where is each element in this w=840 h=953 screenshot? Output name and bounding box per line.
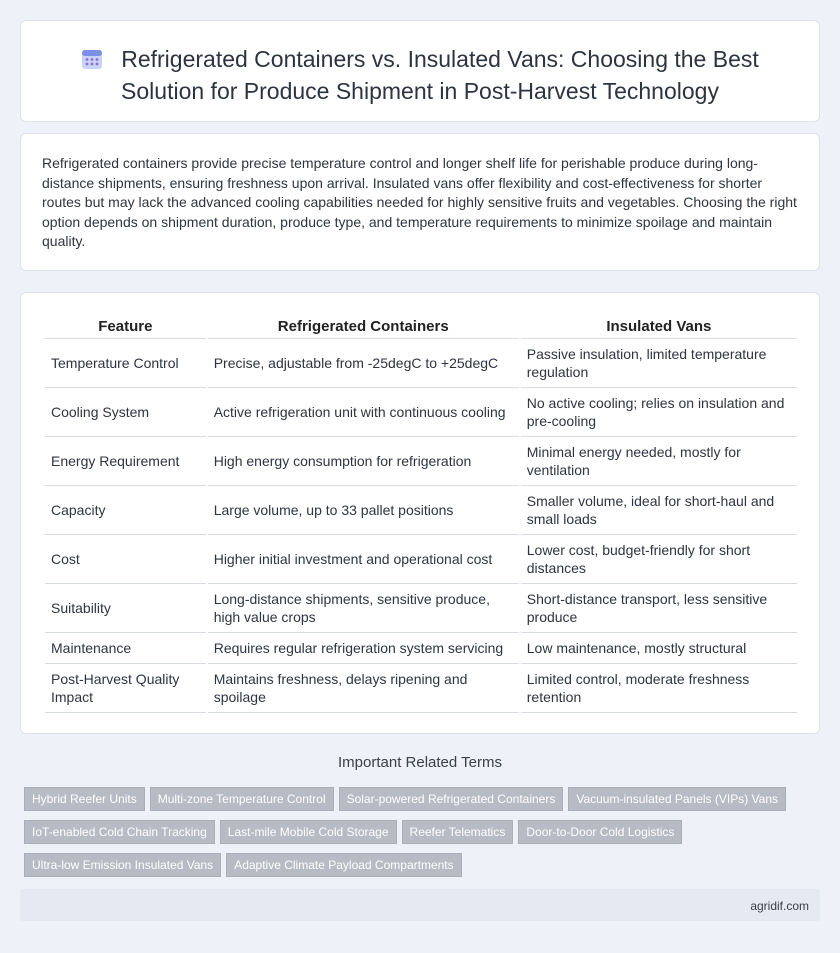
related-tag[interactable]: Hybrid Reefer Units [24,787,145,811]
calendar-grid-icon [81,48,103,77]
table-row [45,633,797,664]
header-refrigerated: Refrigerated Containers [208,313,519,339]
header-feature: Feature [45,313,206,339]
row-feature: Cost [45,535,206,584]
related-tag[interactable]: Reefer Telematics [402,820,514,844]
row-feature: Energy Requirement [45,437,206,486]
footer-site-link[interactable]: agridif.com [750,899,809,913]
header-insulated: Insulated Vans [521,313,797,339]
row-insulated: Limited control, moderate freshness retention [521,664,797,713]
row-feature: Capacity [45,486,206,535]
summary-card [20,133,820,271]
related-tag[interactable]: Vacuum-insulated Panels (VIPs) Vans [568,787,786,811]
row-feature: Post-Harvest Quality Impact [45,664,206,713]
row-refrigerated: High energy consumption for refrigeration [208,437,519,486]
page-title [21,45,819,106]
related-tag[interactable]: Adaptive Climate Payload Compartments [226,853,461,877]
table-row [45,535,797,584]
title-card [20,20,820,122]
row-feature: Maintenance [45,633,206,664]
related-tag[interactable]: Last-mile Mobile Cold Storage [220,820,397,844]
related-terms-list [24,787,814,886]
row-feature: Suitability [45,584,206,633]
row-insulated: Lower cost, budget-friendly for short distances [521,535,797,584]
row-refrigerated: Large volume, up to 33 pallet positions [208,486,519,535]
row-refrigerated: Precise, adjustable from -25degC to +25degC [208,339,519,388]
row-insulated: Passive insulation, limited temperature regulation [521,339,797,388]
table-header-row [45,313,797,339]
row-insulated: Low maintenance, mostly structural [521,633,797,664]
row-refrigerated: Requires regular refrigeration system servicing [208,633,519,664]
row-refrigerated: Higher initial investment and operational cost [208,535,519,584]
row-refrigerated: Maintains freshness, delays ripening and spoilage [208,664,519,713]
row-feature: Cooling System [45,388,206,437]
page-title-text: Refrigerated Containers vs. Insulated Vans: Choosing the Best Solution for Produce Shipment in Post-Harvest Technology [121,46,759,104]
table-row [45,388,797,437]
comparison-table-card [20,292,820,734]
row-insulated: Smaller volume, ideal for short-haul and small loads [521,486,797,535]
comparison-table [43,313,799,713]
row-insulated: No active cooling; relies on insulation and pre-cooling [521,388,797,437]
table-row [45,584,797,633]
footer [20,889,820,921]
related-tag[interactable]: Solar-powered Refrigerated Containers [339,787,564,811]
row-feature: Temperature Control [45,339,206,388]
related-tag[interactable]: Door-to-Door Cold Logistics [518,820,682,844]
summary-text: Refrigerated containers provide precise temperature control and longer shelf life for perishable produce during long-distance shipments, ensuring freshness upon arrival. Insulated vans offer flexibility and cost-effectiveness for shorter routes but may lack the advanced cooling capabilities needed for highly sensitive fruits and vegetables. Choosing the right option depends on shipment duration, produce type, and temperature requirements to minimize spoilage and maintain quality. [42,155,797,250]
row-insulated: Minimal energy needed, mostly for ventilation [521,437,797,486]
table-row [45,437,797,486]
row-refrigerated: Active refrigeration unit with continuous cooling [208,388,519,437]
related-tag[interactable]: Ultra-low Emission Insulated Vans [24,853,221,877]
table-row [45,339,797,388]
row-refrigerated: Long-distance shipments, sensitive produce, high value crops [208,584,519,633]
related-tag[interactable]: Multi-zone Temperature Control [150,787,334,811]
related-tag[interactable]: IoT-enabled Cold Chain Tracking [24,820,215,844]
table-row [45,664,797,713]
table-row [45,486,797,535]
related-terms-heading: Important Related Terms [338,754,502,771]
row-insulated: Short-distance transport, less sensitive produce [521,584,797,633]
